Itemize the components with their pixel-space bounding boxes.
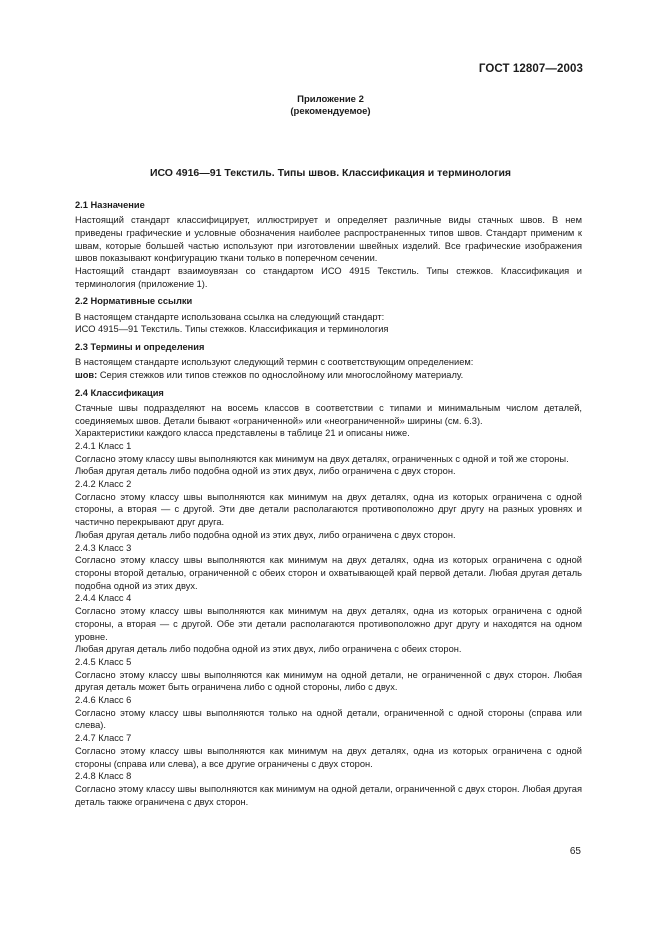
section-heading: 2.2 Нормативные ссылки bbox=[75, 296, 193, 307]
paragraph: Любая другая деталь либо подобна одной из этих двух, либо ограничена с обеих сторон. bbox=[75, 644, 462, 655]
standard-number: ГОСТ 12807—2003 bbox=[478, 63, 583, 75]
subsection-heading: 2.4.3 Класс 3 bbox=[75, 542, 132, 553]
term: шов: bbox=[75, 369, 98, 380]
paragraph: Настоящий стандарт взаимоувязан со стандартом ИСО 4915 Текстиль. Типы стежков. Классификация и терминология (приложение 1). bbox=[75, 266, 582, 289]
subsection-heading: 2.4.8 Класс 8 bbox=[75, 771, 132, 782]
paragraph: ИСО 4915—91 Текстиль. Типы стежков. Классификация и терминология bbox=[75, 324, 389, 335]
paragraph: Стачные швы подразделяют на восемь классов в соответствии с типами и минимальным числом деталей, соединяемых швов. Детали бывают «ограниченной» или «неограниченной» ширины (см. 6.3). bbox=[75, 402, 582, 426]
paragraph: Любая другая деталь либо подобна одной из этих двух, либо ограничена с двух сторон. bbox=[75, 466, 456, 477]
definition bbox=[75, 369, 582, 382]
section-heading: 2.3 Термины и определения bbox=[75, 342, 205, 353]
paragraph: Согласно этому классу швы выполняются как минимум на двух деталях, одна из которых ограничена с одной стороны, а вторая — с другой. Эти две детали располагаются противоположно друг другу на разных уровнях и частично перекрывают друг друга. bbox=[75, 491, 582, 528]
subsection-heading: 2.4.5 Класс 5 bbox=[75, 656, 132, 667]
paragraph: В настоящем стандарте использована ссылка на следующий стандарт: bbox=[75, 311, 385, 322]
paragraph: Согласно этому классу швы выполняются как минимум на одной детали, ограниченной с двух сторон. Любая другая деталь также ограничена с двух сторон. bbox=[75, 783, 582, 807]
paragraph: Любая другая деталь либо подобна одной из этих двух, либо ограничена с двух сторон. bbox=[75, 529, 456, 540]
section-heading: 2.4 Классификация bbox=[75, 387, 164, 398]
annex-heading bbox=[0, 94, 661, 118]
document-body bbox=[75, 199, 582, 808]
subsection-heading: 2.4.1 Класс 1 bbox=[75, 440, 132, 451]
subsection-heading: 2.4.7 Класс 7 bbox=[75, 733, 132, 744]
subsection-heading: 2.4.4 Класс 4 bbox=[75, 593, 132, 604]
paragraph: Согласно этому классу швы выполняются как минимум на двух деталях, ограниченных с одной и той же стороны. bbox=[75, 453, 569, 464]
paragraph: Настоящий стандарт классифицирует, иллюстрирует и определяет различные виды стачных швов. В нем приведены графические и условные обозначения наиболее распространенных типов швов. Стандарт применим к швам, которые большей частью используют при изготовлении швейных изделий. Все графические изображения швов показывают конфигурацию ткани только в поперечном сечении. bbox=[75, 215, 582, 264]
term-definition: Серия стежков или типов стежков по однослойному или многослойному материалу. bbox=[97, 369, 464, 380]
paragraph: Согласно этому классу швы выполняются только на одной детали, ограниченной с одной стороны (справа или слева). bbox=[75, 707, 582, 731]
subsection-heading: 2.4.6 Класс 6 bbox=[75, 695, 132, 706]
annex-status: (рекомендуемое) bbox=[290, 106, 371, 117]
paragraph: Согласно этому классу швы выполняются как минимум на двух деталях, одна из которых ограничена с одной стороны второй деталью, ограниченной с обеих сторон и охватывающей край первой детали. Любая другая деталь подобна одной из этих двух. bbox=[75, 555, 582, 591]
annex-number: Приложение 2 bbox=[297, 94, 364, 105]
paragraph: В настоящем стандарте используют следующий термин с соответствующим определением: bbox=[75, 357, 474, 368]
annex-title: ИСО 4916—91 Текстиль. Типы швов. Классификация и терминология bbox=[149, 167, 512, 179]
subsection-heading: 2.4.2 Класс 2 bbox=[75, 479, 132, 490]
page-number: 65 bbox=[569, 846, 581, 857]
paragraph: Согласно этому классу швы выполняются как минимум на одной детали, не ограниченной с двух сторон. Любая другая деталь может быть ограничена либо с одной стороны, либо с двух. bbox=[75, 669, 582, 693]
paragraph: Согласно этому классу швы выполняются как минимум на двух деталях, одна из которых ограничена с одной стороны (справа или слева), а все другие ограничены с двух сторон. bbox=[75, 745, 582, 769]
section-heading: 2.1 Назначение bbox=[75, 200, 145, 210]
paragraph: Характеристики каждого класса представлены в таблице 21 и описаны ниже. bbox=[75, 428, 410, 439]
paragraph: Согласно этому классу швы выполняются как минимум на двух деталях, одна из которых ограничена с одной стороны, а вторая — с другой. Обе эти детали располагаются противоположно друг другу и находятся на одном уровне. bbox=[75, 606, 582, 642]
